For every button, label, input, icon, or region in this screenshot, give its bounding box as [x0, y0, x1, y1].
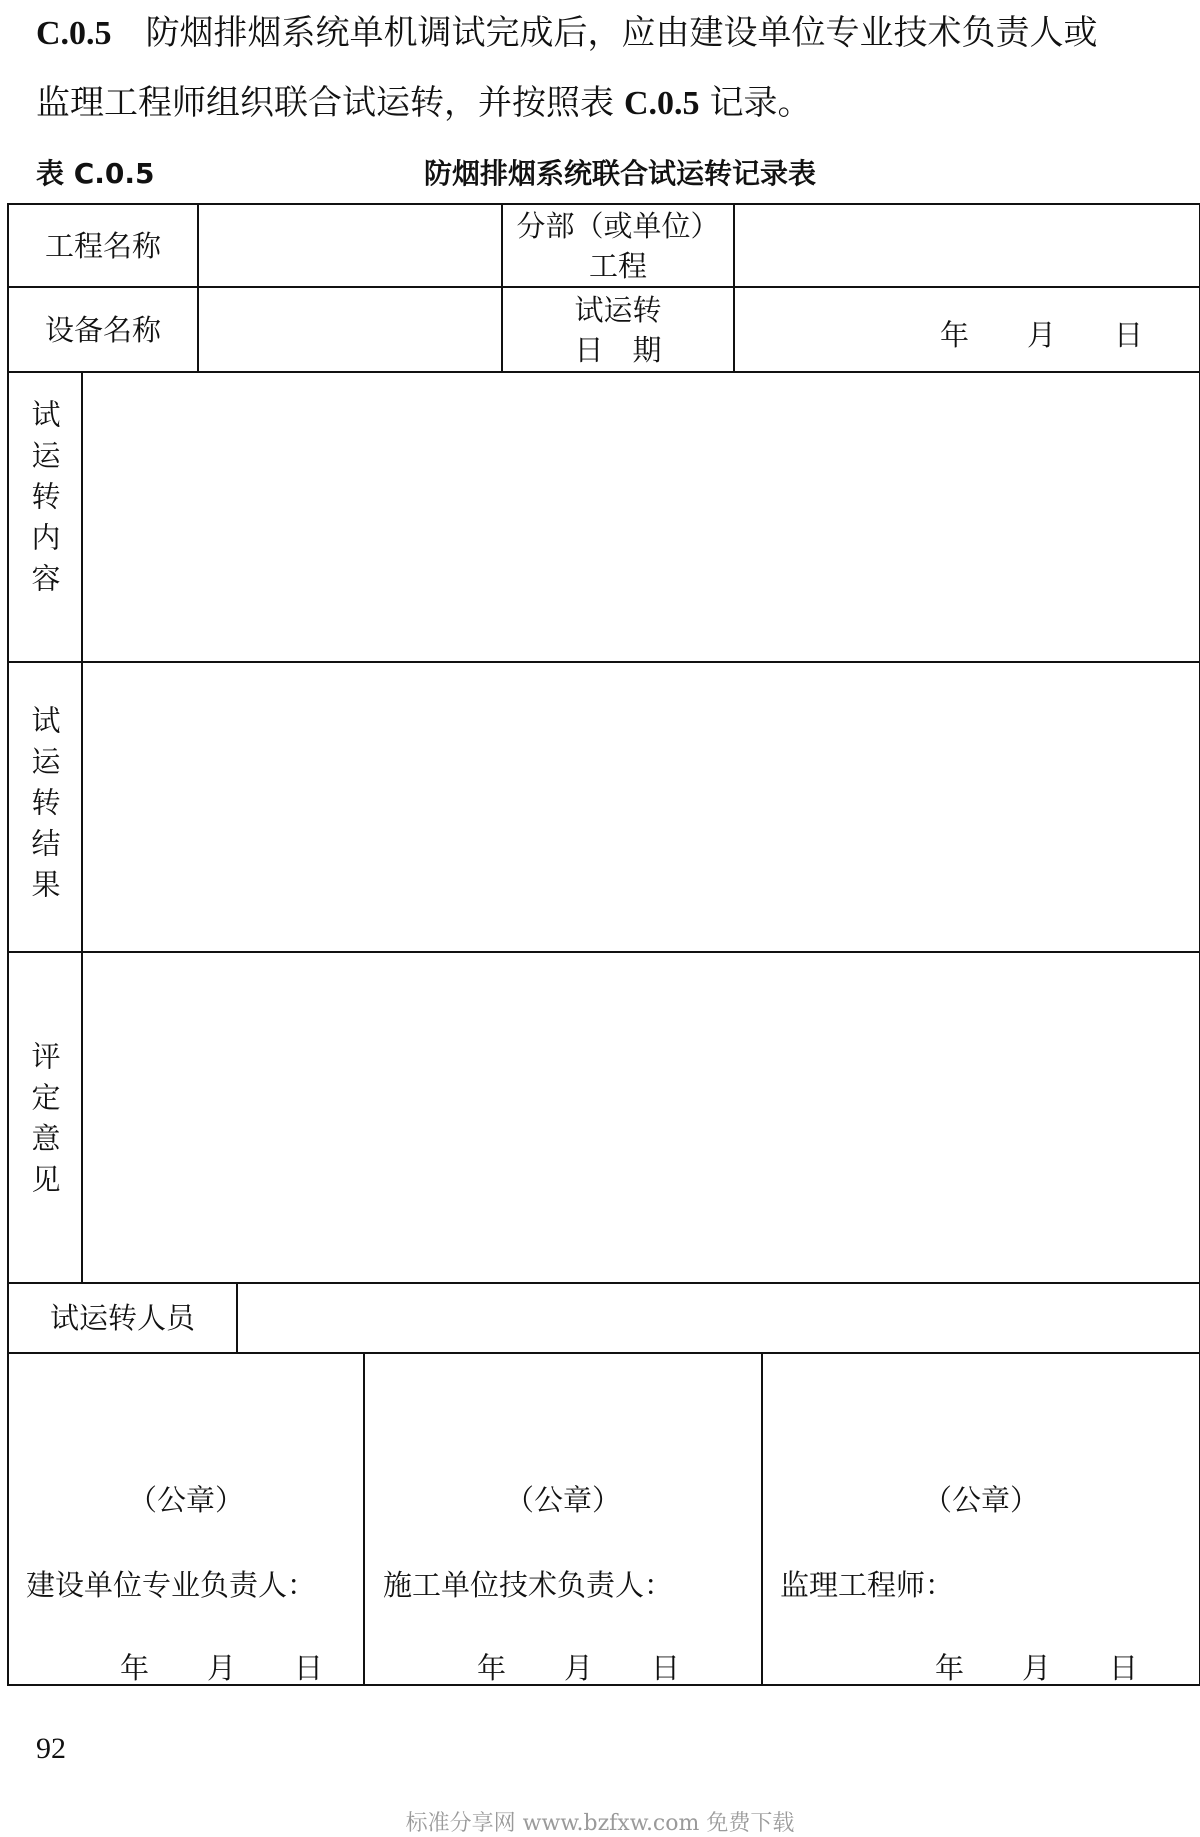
owner-date: 年 月 日 [120, 1651, 324, 1685]
test-content-label: 试运转内容 [27, 399, 62, 604]
test-content-field[interactable] [83, 373, 1199, 661]
intro-text-line-2a: 监理工程师组织联合试运转，并按照表 [36, 83, 614, 123]
intro-text-line-2b: 记录。 [709, 83, 812, 123]
subdivision-label-line-2: 工程 [588, 248, 647, 283]
seal-supervisor: （公章） [922, 1483, 1039, 1517]
intro-text-line-1: 防烟排烟系统单机调试完成后，应由建设单位专业技术负责人或 [145, 13, 1098, 53]
watermark: 标准分享网 www.bzfxw.com 免费下载 [405, 1811, 795, 1836]
test-date-value[interactable]: 年 月 日 [940, 318, 1144, 352]
supervisor-date: 年 月 日 [935, 1651, 1139, 1685]
equipment-name-value[interactable] [199, 288, 501, 371]
test-result-field[interactable] [83, 663, 1199, 951]
table-reference: C.0.5 [624, 85, 700, 122]
subdivision-value[interactable] [735, 205, 1199, 286]
owner-responsible-label: 建设单位专业负责人： [26, 1568, 317, 1602]
personnel-field[interactable] [238, 1284, 1199, 1352]
contractor-date: 年 月 日 [477, 1651, 681, 1685]
evaluation-opinion-label: 评定意见 [27, 1041, 62, 1205]
test-date-label-line-1: 试运转 [574, 292, 662, 327]
intro-line-1 [36, 8, 1186, 59]
test-date-label-line-2: 日 期 [574, 332, 662, 367]
evaluation-opinion-field[interactable] [83, 953, 1199, 1282]
subdivision-label [503, 205, 733, 286]
contractor-responsible-label: 施工单位技术负责人： [383, 1568, 674, 1602]
page-number: 92 [36, 1732, 66, 1765]
project-name-value[interactable] [199, 205, 501, 286]
seal-owner: （公章） [127, 1483, 244, 1517]
seal-contractor: （公章） [504, 1483, 621, 1517]
intro-line-2 [36, 78, 1186, 129]
supervisor-label: 监理工程师： [780, 1568, 955, 1602]
table-number: 表 C.0.5 [36, 157, 155, 190]
personnel-label: 试运转人员 [49, 1301, 195, 1335]
subdivision-label-line-1: 分部（或单位） [516, 208, 720, 243]
project-name-label: 工程名称 [44, 228, 161, 263]
test-result-label: 试运转结果 [27, 705, 62, 910]
clause-number: C.0.5 [36, 15, 112, 52]
table-title: 防烟排烟系统联合试运转记录表 [423, 157, 816, 190]
test-date-label [503, 288, 733, 371]
equipment-name-label: 设备名称 [44, 312, 161, 347]
